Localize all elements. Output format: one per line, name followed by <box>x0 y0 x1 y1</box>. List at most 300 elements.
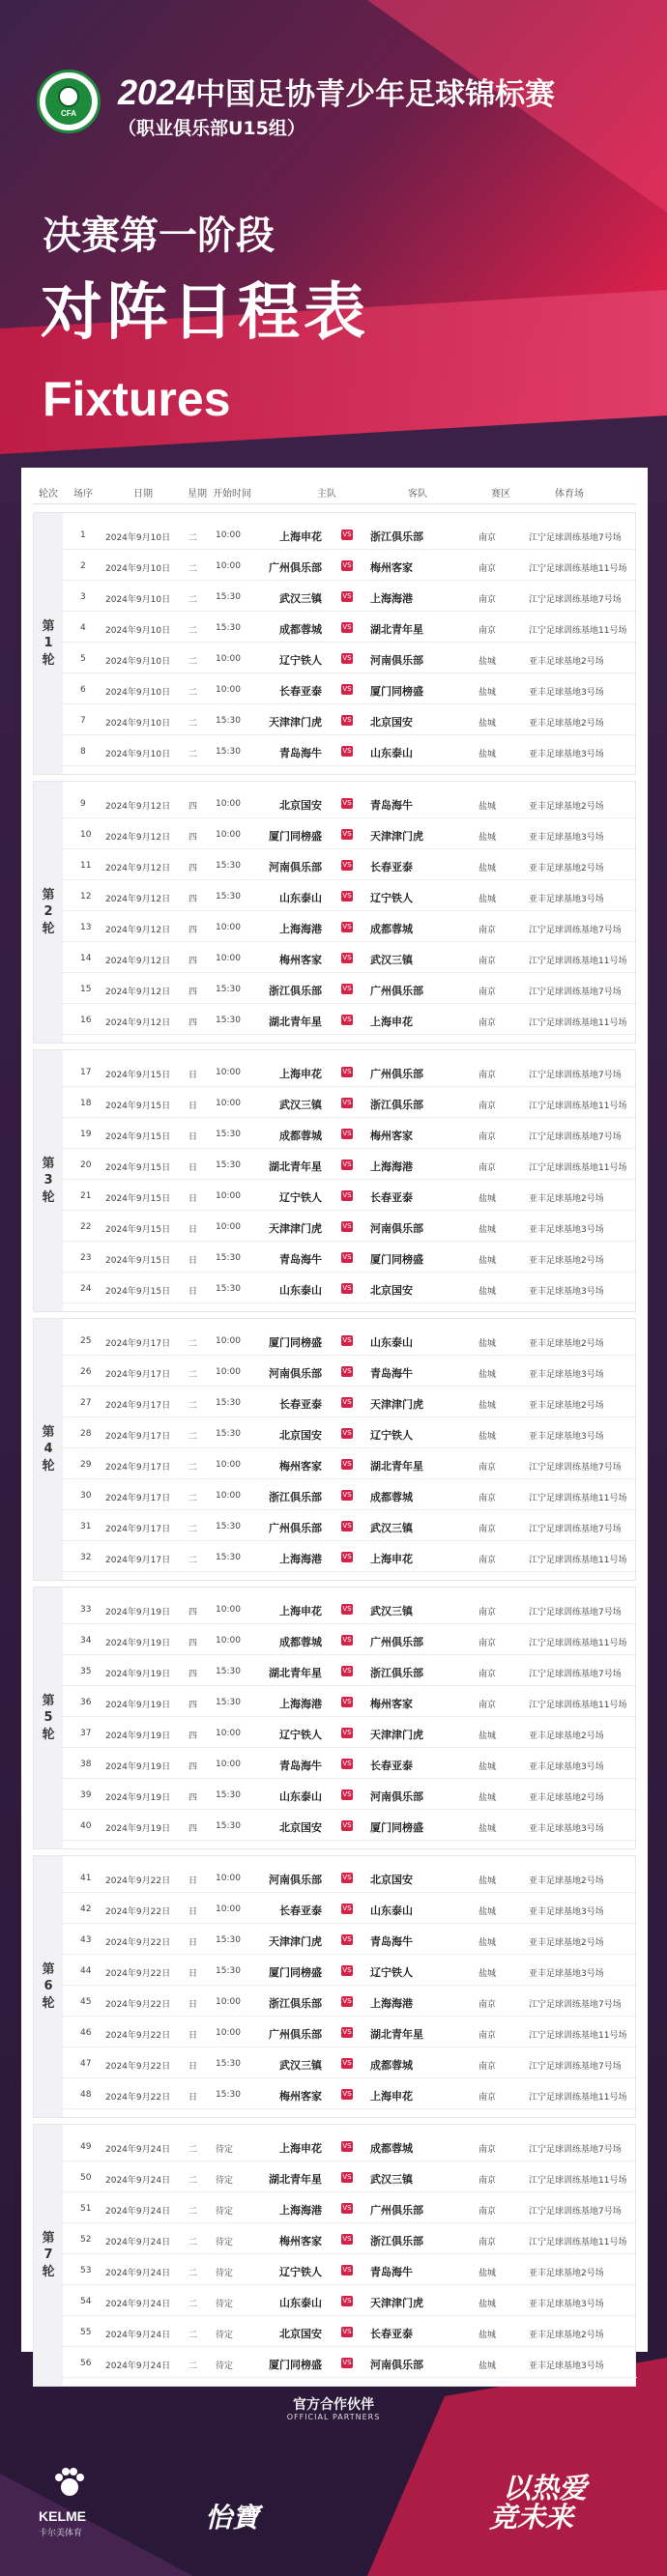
match-zone: 南京 <box>478 1494 497 1503</box>
round-label <box>34 782 63 1043</box>
page-subtitle: （职业俱乐部U15组） <box>118 118 305 139</box>
match-date: 2024年9月17日 <box>105 1432 171 1442</box>
match-stadium: 亚丰足球基地3号场 <box>529 1762 604 1772</box>
match-stadium: 江宁足球训练基地11号场 <box>529 564 627 574</box>
match-zone: 盐城 <box>478 1762 497 1772</box>
match-time: 15:30 <box>216 592 241 602</box>
match-stadium: 江宁足球训练基地7号场 <box>529 1132 622 1142</box>
match-weekday: 四 <box>188 1639 198 1648</box>
match-date: 2024年9月24日 <box>105 2269 171 2278</box>
home-team: 北京国安 <box>279 1429 322 1442</box>
match-weekday: 四 <box>188 1608 198 1617</box>
match-date: 2024年9月19日 <box>105 1793 171 1803</box>
match-time: 15:30 <box>216 1522 241 1531</box>
match-date: 2024年9月15日 <box>105 1225 171 1235</box>
away-team: 上海海港 <box>370 1160 413 1173</box>
match-time: 待定 <box>216 2331 234 2340</box>
match-stadium: 江宁足球训练基地7号场 <box>529 1670 622 1679</box>
match-number: 4 <box>80 623 86 633</box>
match-weekday: 日 <box>188 1163 198 1173</box>
match-weekday: 日 <box>188 1287 198 1297</box>
home-team: 梅州客家 <box>279 2090 322 2103</box>
table-row <box>63 1327 637 1356</box>
match-date: 2024年9月15日 <box>105 1194 171 1204</box>
fixtures-table <box>21 468 648 2371</box>
match-date: 2024年9月19日 <box>105 1639 171 1648</box>
match-number: 51 <box>80 2204 92 2214</box>
vs-icon: VS <box>342 923 352 930</box>
vs-icon: VS <box>342 747 352 755</box>
english-title: Fixtures <box>43 372 231 426</box>
away-team: 上海申花 <box>370 1553 413 1565</box>
home-team: 广州俱乐部 <box>269 561 322 574</box>
match-zone: 南京 <box>478 1071 497 1080</box>
vs-icon: VS <box>342 1222 352 1230</box>
match-date: 2024年9月12日 <box>105 895 171 904</box>
match-zone: 南京 <box>478 1525 497 1534</box>
match-weekday: 二 <box>188 2300 198 2309</box>
table-row <box>63 1388 637 1417</box>
match-date: 2024年9月15日 <box>105 1163 171 1173</box>
away-team: 山东泰山 <box>370 747 413 759</box>
title-year: 2024 <box>118 72 196 112</box>
away-team: 成都蓉城 <box>370 923 413 935</box>
round-label-part: 轮 <box>42 652 55 668</box>
match-date: 2024年9月24日 <box>105 2238 171 2247</box>
home-team: 辽宁铁人 <box>279 1729 322 1741</box>
vs-icon: VS <box>342 1821 352 1829</box>
away-team: 北京国安 <box>370 1874 413 1886</box>
match-time: 待定 <box>216 2176 234 2186</box>
match-time: 15:30 <box>216 747 241 757</box>
vs-icon: VS <box>342 1160 352 1168</box>
logo-text: CFA <box>61 108 76 118</box>
home-team: 浙江俱乐部 <box>269 985 322 997</box>
table-row <box>63 1988 637 2017</box>
match-weekday: 四 <box>188 802 198 812</box>
table-row <box>63 1481 637 1510</box>
home-team: 梅州客家 <box>279 954 322 966</box>
away-team: 湖北青年星 <box>370 2028 423 2041</box>
match-zone: 南京 <box>478 595 497 605</box>
slogan-line-2: 竞未来 <box>489 2501 574 2534</box>
match-number: 19 <box>80 1130 92 1139</box>
table-row <box>63 1895 637 1924</box>
match-number: 56 <box>80 2359 92 2368</box>
vs-icon: VS <box>342 1191 352 1199</box>
match-zone: 南京 <box>478 926 497 935</box>
vs-icon: VS <box>342 2059 352 2067</box>
match-stadium: 江宁足球训练基地11号场 <box>529 2031 627 2041</box>
away-team: 辽宁铁人 <box>370 1429 413 1442</box>
table-row <box>63 2080 637 2109</box>
match-zone: 盐城 <box>478 1824 497 1834</box>
match-time: 15:30 <box>216 1966 241 1976</box>
away-team: 天津津门虎 <box>370 2297 423 2309</box>
table-row <box>63 1688 637 1717</box>
match-stadium: 江宁足球训练基地7号场 <box>529 1525 622 1534</box>
away-team: 辽宁铁人 <box>370 892 413 904</box>
match-number: 41 <box>80 1874 92 1883</box>
vs-icon: VS <box>342 1068 352 1075</box>
match-zone: 南京 <box>478 626 497 636</box>
match-weekday: 二 <box>188 564 198 574</box>
match-number: 43 <box>80 1935 92 1945</box>
match-time: 10:00 <box>216 1222 241 1232</box>
slogan <box>489 2472 588 2534</box>
match-number: 21 <box>80 1191 92 1201</box>
match-number: 52 <box>80 2235 92 2245</box>
match-time: 10:00 <box>216 1760 241 1769</box>
table-row <box>63 1419 637 1448</box>
match-weekday: 二 <box>188 2269 198 2278</box>
away-team: 河南俱乐部 <box>370 1222 423 1235</box>
table-row <box>63 2318 637 2347</box>
table-row <box>63 1006 637 1035</box>
vs-icon: VS <box>342 1760 352 1767</box>
home-team: 广州俱乐部 <box>269 1522 322 1534</box>
match-number: 53 <box>80 2266 92 2275</box>
round-block <box>33 1318 636 1581</box>
vs-icon: VS <box>342 1636 352 1644</box>
match-date: 2024年9月22日 <box>105 2062 171 2072</box>
match-number: 8 <box>80 747 86 757</box>
match-number: 5 <box>80 654 86 664</box>
table-row <box>63 1595 637 1624</box>
match-weekday: 二 <box>188 1525 198 1534</box>
away-team: 河南俱乐部 <box>370 2359 423 2371</box>
match-number: 17 <box>80 1068 92 1077</box>
match-time: 待定 <box>216 2269 234 2278</box>
round-label-part: 3 <box>44 1173 53 1188</box>
home-team: 山东泰山 <box>279 2297 322 2309</box>
table-row <box>63 1781 637 1810</box>
match-weekday: 二 <box>188 688 198 698</box>
vs-icon: VS <box>342 592 352 600</box>
match-weekday: 二 <box>188 1401 198 1411</box>
table-row <box>63 2163 637 2192</box>
match-zone: 南京 <box>478 1608 497 1617</box>
match-date: 2024年9月17日 <box>105 1556 171 1565</box>
match-date: 2024年9月17日 <box>105 1370 171 1380</box>
match-time: 15:30 <box>216 1698 241 1707</box>
match-number: 12 <box>80 892 92 902</box>
vs-icon: VS <box>342 2142 352 2150</box>
match-zone: 南京 <box>478 1701 497 1710</box>
match-weekday: 日 <box>188 2062 198 2072</box>
match-time: 10:00 <box>216 830 241 840</box>
table-row <box>63 1120 637 1149</box>
match-stadium: 江宁足球训练基地7号场 <box>529 926 622 935</box>
match-date: 2024年9月19日 <box>105 1701 171 1710</box>
vs-icon: VS <box>342 623 352 631</box>
match-weekday: 四 <box>188 1670 198 1679</box>
vs-icon: VS <box>342 561 352 569</box>
schedule-title: 对阵日程表 <box>41 277 369 349</box>
vs-icon: VS <box>342 892 352 900</box>
match-weekday: 二 <box>188 1339 198 1349</box>
title-rest: 中国足协青少年足球锦标赛 <box>195 77 556 112</box>
match-zone: 南京 <box>478 1639 497 1648</box>
match-zone: 盐城 <box>478 2331 497 2340</box>
round-label-part: 2 <box>44 904 53 920</box>
match-date: 2024年9月19日 <box>105 1762 171 1772</box>
vs-icon: VS <box>342 2090 352 2098</box>
column-header: 开始时间 <box>213 489 251 500</box>
home-team: 成都蓉城 <box>279 623 322 636</box>
vs-icon: VS <box>342 830 352 838</box>
round-block <box>33 512 636 775</box>
match-weekday: 日 <box>188 1969 198 1979</box>
match-time: 10:00 <box>216 1491 241 1501</box>
match-zone: 盐城 <box>478 1401 497 1411</box>
away-team: 上海申花 <box>370 2090 413 2103</box>
match-zone: 盐城 <box>478 750 497 759</box>
match-stadium: 亚丰足球基地3号场 <box>529 1969 604 1979</box>
match-zone: 南京 <box>478 2000 497 2010</box>
match-stadium: 江宁足球训练基地7号场 <box>529 595 622 605</box>
home-team: 厦门同榜盛 <box>269 1966 322 1979</box>
away-team: 河南俱乐部 <box>370 654 423 667</box>
table-row <box>63 1543 637 1572</box>
home-team: 成都蓉城 <box>279 1636 322 1648</box>
match-stadium: 亚丰足球基地2号场 <box>529 864 604 873</box>
match-stadium: 亚丰足球基地2号场 <box>529 1256 604 1266</box>
home-team: 广州俱乐部 <box>269 2028 322 2041</box>
home-team: 天津津门虎 <box>269 1222 322 1235</box>
table-row <box>63 552 637 581</box>
vs-icon: VS <box>342 1491 352 1499</box>
match-stadium: 亚丰足球基地2号场 <box>529 1876 604 1886</box>
table-row <box>63 1750 637 1779</box>
table-row <box>63 820 637 849</box>
match-date: 2024年9月22日 <box>105 2000 171 2010</box>
home-team: 武汉三镇 <box>279 2059 322 2072</box>
match-weekday: 日 <box>188 1907 198 1917</box>
table-row <box>63 2287 637 2316</box>
match-zone: 盐城 <box>478 864 497 873</box>
round-label-part: 第 <box>42 1961 55 1977</box>
table-row <box>63 1626 637 1655</box>
home-team: 湖北青年星 <box>269 1667 322 1679</box>
vs-icon: VS <box>342 985 352 992</box>
home-team: 长春亚泰 <box>279 1398 322 1411</box>
vs-icon: VS <box>342 2028 352 2036</box>
vs-icon: VS <box>342 1130 352 1137</box>
kelme-paw-icon <box>52 2466 87 2501</box>
match-zone: 南京 <box>478 1556 497 1565</box>
match-stadium: 亚丰足球基地3号场 <box>529 1432 604 1442</box>
match-stadium: 亚丰足球基地2号场 <box>529 1732 604 1741</box>
match-date: 2024年9月10日 <box>105 564 171 574</box>
round-block <box>33 1049 636 1312</box>
table-row <box>63 1719 637 1748</box>
match-date: 2024年9月10日 <box>105 657 171 667</box>
match-time: 15:30 <box>216 2090 241 2100</box>
away-team: 梅州客家 <box>370 561 413 574</box>
match-weekday: 二 <box>188 719 198 729</box>
vs-icon: VS <box>342 1016 352 1023</box>
home-team: 湖北青年星 <box>269 1160 322 1173</box>
away-team: 上海海港 <box>370 1997 413 2010</box>
away-team: 湖北青年星 <box>370 623 423 636</box>
match-time: 10:00 <box>216 1904 241 1914</box>
match-zone: 盐城 <box>478 688 497 698</box>
match-stadium: 亚丰足球基地3号场 <box>529 833 604 843</box>
match-time: 待定 <box>216 2207 234 2217</box>
match-stadium: 江宁足球训练基地7号场 <box>529 533 622 543</box>
match-zone: 盐城 <box>478 895 497 904</box>
match-weekday: 日 <box>188 1194 198 1204</box>
table-row <box>63 521 637 550</box>
vs-icon: VS <box>342 1698 352 1705</box>
partners-title: 官方合作伙伴 <box>293 2397 374 2413</box>
match-zone: 南京 <box>478 2238 497 2247</box>
stage-title: 决赛第一阶段 <box>43 214 275 258</box>
match-zone: 南京 <box>478 1102 497 1111</box>
match-date: 2024年9月24日 <box>105 2361 171 2371</box>
match-weekday: 日 <box>188 2000 198 2010</box>
away-team: 厦门同榜盛 <box>370 1253 423 1266</box>
vs-icon: VS <box>342 1605 352 1613</box>
match-date: 2024年9月22日 <box>105 2031 171 2041</box>
away-team: 武汉三镇 <box>370 954 413 966</box>
match-stadium: 亚丰足球基地2号场 <box>529 802 604 812</box>
table-header <box>33 477 636 504</box>
round-label-part: 轮 <box>42 1727 55 1742</box>
match-stadium: 亚丰足球基地3号场 <box>529 2361 604 2371</box>
match-date: 2024年9月22日 <box>105 1938 171 1948</box>
match-weekday: 四 <box>188 833 198 843</box>
match-number: 18 <box>80 1099 92 1108</box>
table-row <box>63 2018 637 2047</box>
match-number: 11 <box>80 861 92 871</box>
match-number: 2 <box>80 561 86 571</box>
match-stadium: 亚丰足球基地3号场 <box>529 1370 604 1380</box>
match-weekday: 日 <box>188 1938 198 1948</box>
table-row <box>63 1926 637 1955</box>
vs-icon: VS <box>342 2235 352 2243</box>
away-team: 浙江俱乐部 <box>370 530 423 543</box>
match-weekday: 二 <box>188 1432 198 1442</box>
away-team: 河南俱乐部 <box>370 1790 423 1803</box>
match-stadium: 江宁足球训练基地7号场 <box>529 2062 622 2072</box>
home-team: 湖北青年星 <box>269 2173 322 2186</box>
match-number: 27 <box>80 1398 92 1408</box>
match-stadium: 江宁足球训练基地11号场 <box>529 1163 627 1173</box>
match-time: 15:30 <box>216 1253 241 1263</box>
match-zone: 盐城 <box>478 1287 497 1297</box>
table-row <box>63 675 637 704</box>
match-zone: 南京 <box>478 1463 497 1473</box>
match-date: 2024年9月22日 <box>105 2093 171 2103</box>
table-row <box>63 851 637 880</box>
vs-icon: VS <box>342 1667 352 1674</box>
round-block <box>33 781 636 1044</box>
match-stadium: 江宁足球训练基地11号场 <box>529 1018 627 1028</box>
match-time: 10:00 <box>216 1636 241 1646</box>
match-time: 15:30 <box>216 716 241 726</box>
kelme-logo: KELME <box>39 2508 86 2524</box>
match-time: 15:30 <box>216 1160 241 1170</box>
match-stadium: 亚丰足球基地2号场 <box>529 2269 604 2278</box>
home-team: 天津津门虎 <box>269 1935 322 1948</box>
match-date: 2024年9月22日 <box>105 1876 171 1886</box>
vs-icon: VS <box>342 1398 352 1406</box>
match-number: 7 <box>80 716 86 726</box>
home-team: 厦门同榜盛 <box>269 830 322 843</box>
match-number: 39 <box>80 1790 92 1800</box>
column-header: 客队 <box>408 489 427 500</box>
match-number: 38 <box>80 1760 92 1769</box>
match-weekday: 二 <box>188 750 198 759</box>
match-stadium: 江宁足球训练基地7号场 <box>529 2207 622 2217</box>
match-number: 48 <box>80 2090 92 2100</box>
match-stadium: 亚丰足球基地2号场 <box>529 2331 604 2340</box>
match-time: 10:00 <box>216 1874 241 1883</box>
match-date: 2024年9月19日 <box>105 1732 171 1741</box>
home-team: 山东泰山 <box>279 1284 322 1297</box>
match-time: 15:30 <box>216 1553 241 1562</box>
away-team: 上海海港 <box>370 592 413 605</box>
home-team: 上海申花 <box>279 530 322 543</box>
away-team: 广州俱乐部 <box>370 1068 423 1080</box>
match-number: 32 <box>80 1553 92 1562</box>
away-team: 广州俱乐部 <box>370 985 423 997</box>
vs-icon: VS <box>342 1935 352 1943</box>
match-time: 10:00 <box>216 654 241 664</box>
table-row <box>63 614 637 643</box>
round-label-part: 7 <box>44 2247 53 2263</box>
round-label <box>34 2125 63 2386</box>
match-time: 10:00 <box>216 954 241 963</box>
match-time: 10:00 <box>216 561 241 571</box>
away-team: 上海申花 <box>370 1016 413 1028</box>
match-zone: 盐城 <box>478 1732 497 1741</box>
match-weekday: 二 <box>188 2331 198 2340</box>
match-weekday: 二 <box>188 2176 198 2186</box>
match-time: 10:00 <box>216 799 241 809</box>
table-row <box>63 1657 637 1686</box>
match-zone: 盐城 <box>478 1339 497 1349</box>
away-team: 北京国安 <box>370 716 413 729</box>
round-block <box>33 1855 636 2118</box>
match-number: 33 <box>80 1605 92 1615</box>
match-number: 46 <box>80 2028 92 2038</box>
vs-icon: VS <box>342 530 352 538</box>
table-row <box>63 1058 637 1087</box>
kelme-cn-text: 卡尔美体育 <box>39 2529 83 2538</box>
home-team: 上海申花 <box>279 1068 322 1080</box>
match-zone: 盐城 <box>478 1256 497 1266</box>
match-time: 10:00 <box>216 1367 241 1377</box>
match-date: 2024年9月10日 <box>105 750 171 759</box>
vs-icon: VS <box>342 2359 352 2366</box>
away-team: 广州俱乐部 <box>370 2204 423 2217</box>
match-stadium: 亚丰足球基地3号场 <box>529 688 604 698</box>
match-weekday: 二 <box>188 2238 198 2247</box>
match-time: 15:30 <box>216 1398 241 1408</box>
home-team: 天津津门虎 <box>269 716 322 729</box>
match-weekday: 二 <box>188 1463 198 1473</box>
table-row <box>63 944 637 973</box>
match-zone: 南京 <box>478 2062 497 2072</box>
match-stadium: 亚丰足球基地3号场 <box>529 2300 604 2309</box>
away-team: 长春亚泰 <box>370 2328 413 2340</box>
match-zone: 盐城 <box>478 802 497 812</box>
round-label-part: 轮 <box>42 1458 55 1474</box>
match-weekday: 四 <box>188 987 198 997</box>
